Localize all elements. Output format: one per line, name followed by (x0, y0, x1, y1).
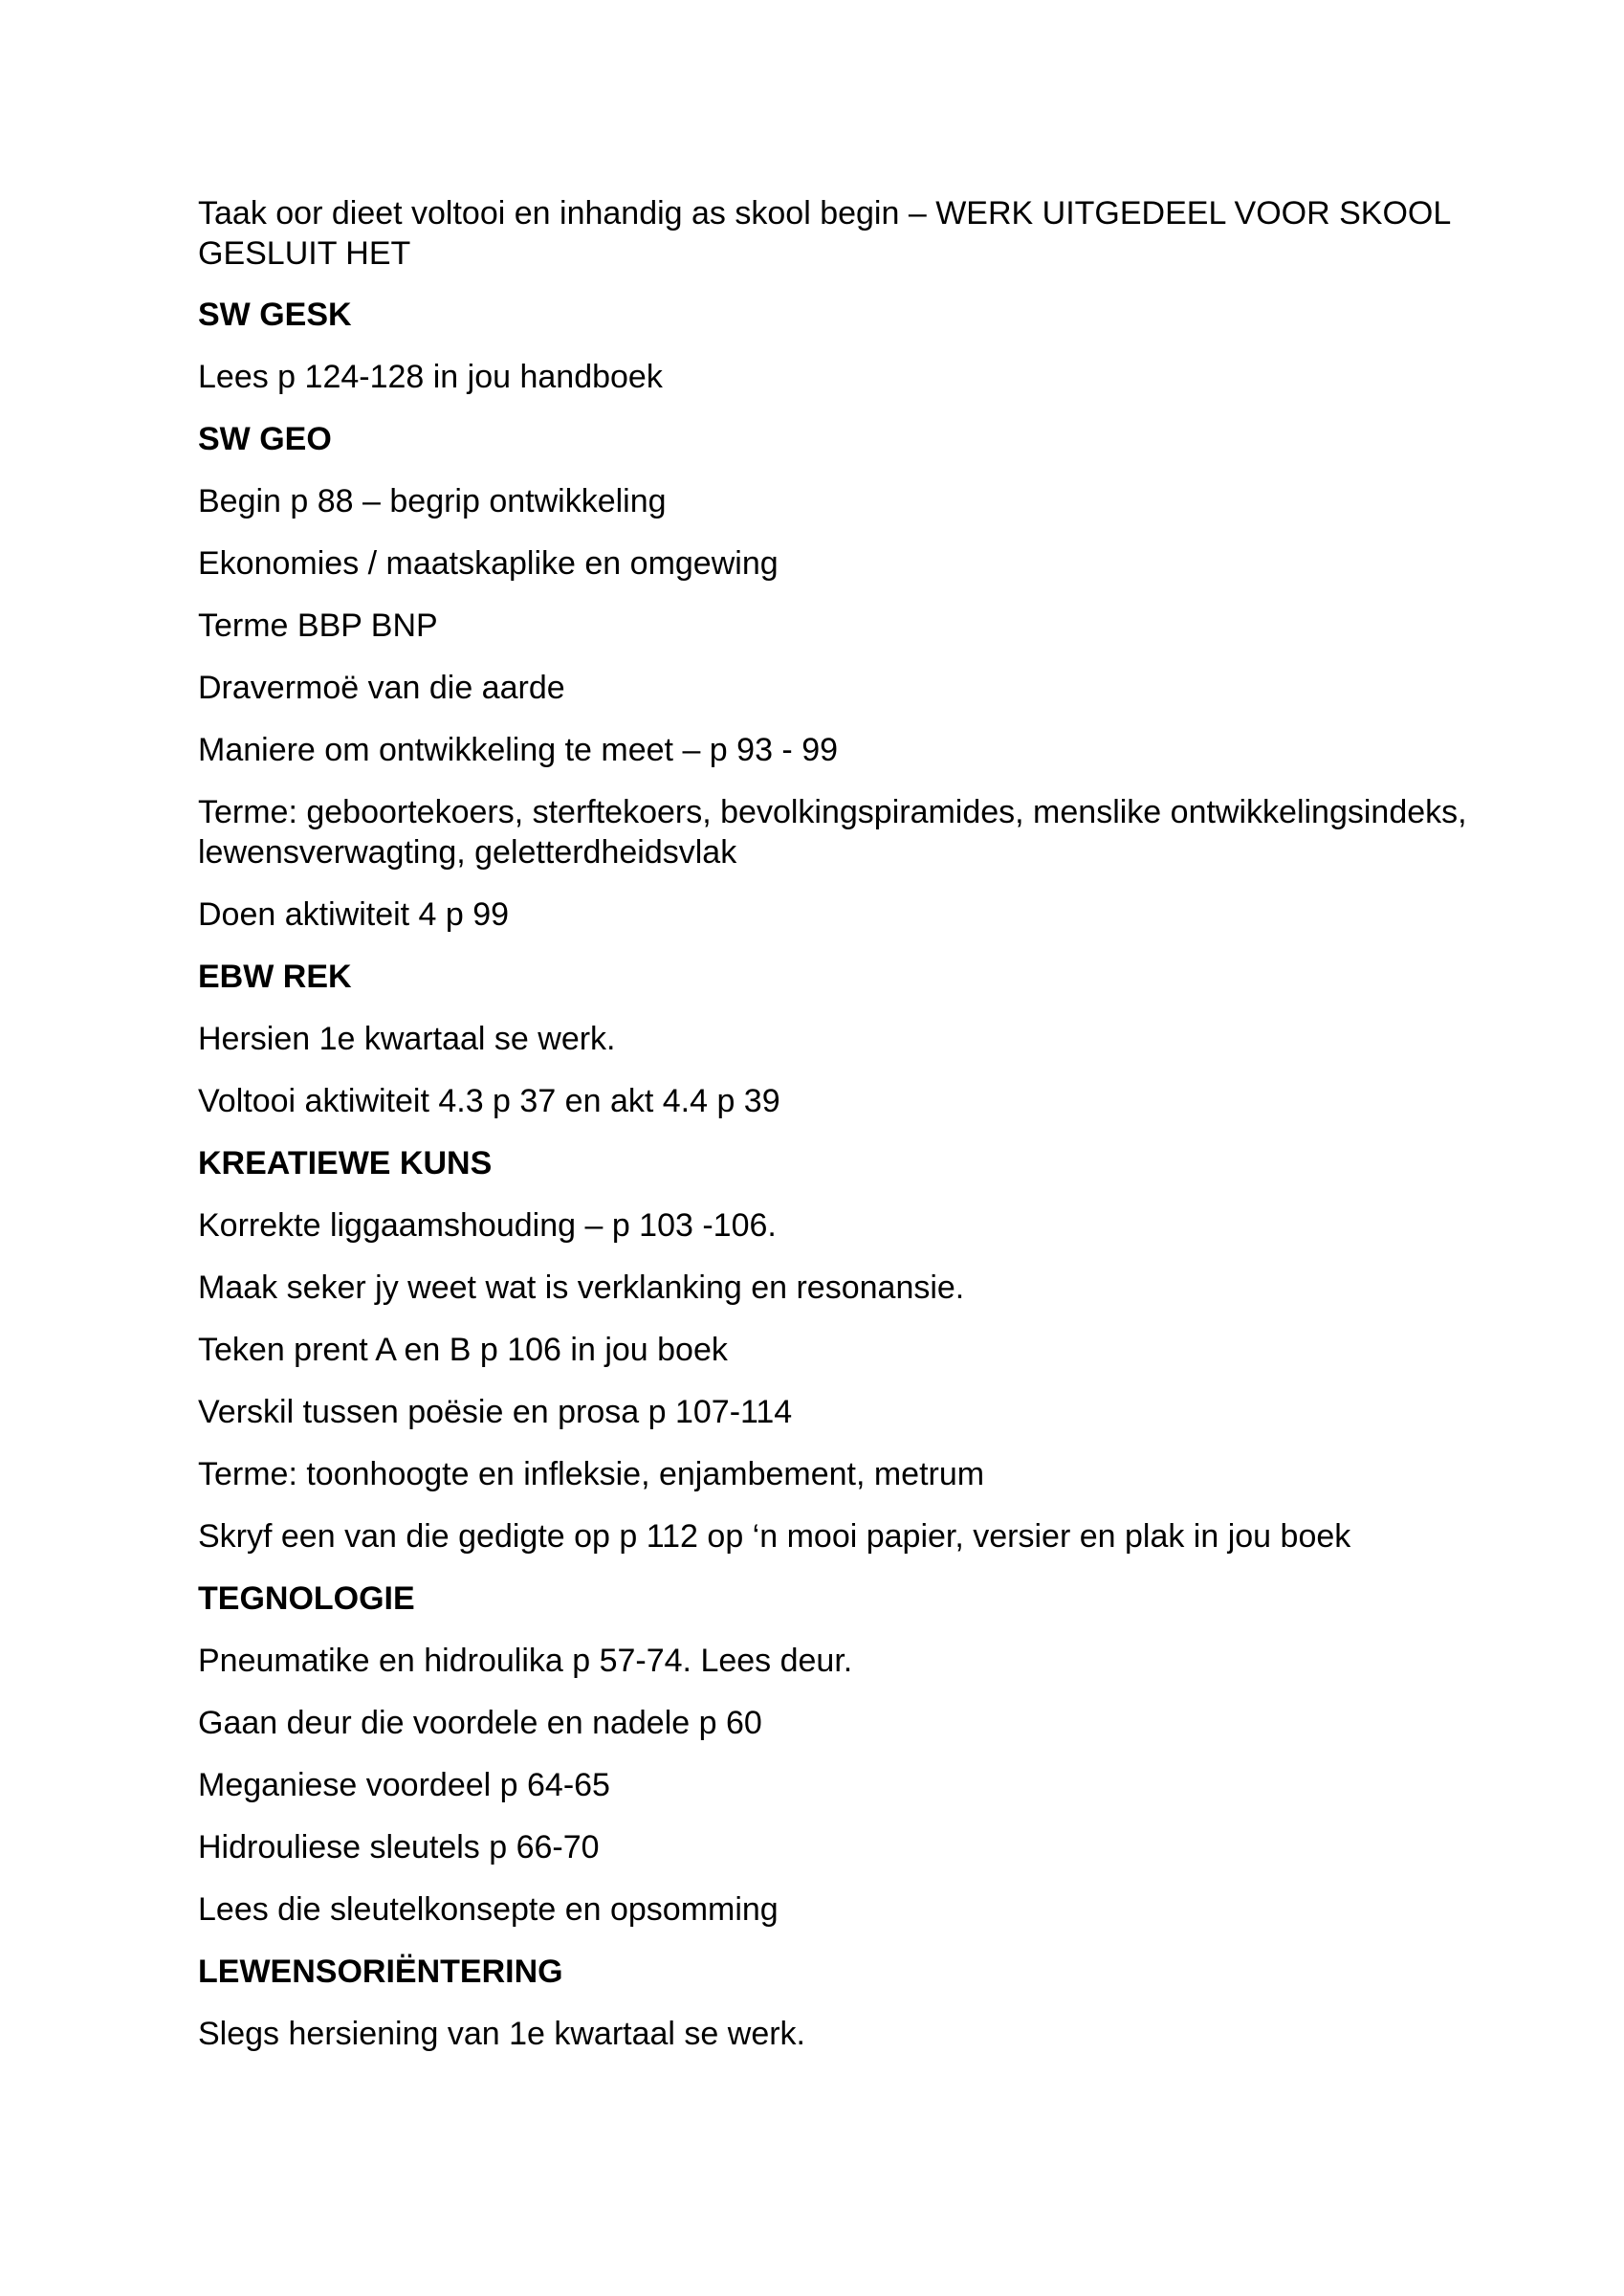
section-kreatiewe-kuns (198, 1143, 1470, 1556)
task-line: Skryf een van die gedigte op p 112 op ‘n mooi papier, versier en plak in jou boek (198, 1518, 1351, 1555)
task-line: Maniere om ontwikkeling te meet – p 93 - 99 (198, 732, 839, 768)
task-line: Lees p 124-128 in jou handboek (198, 359, 663, 395)
task-line: Lees die sleutelkonsepte en opsomming (198, 1891, 779, 1928)
section-sw-gesk (198, 295, 1470, 397)
section-sw-geo (198, 419, 1470, 935)
task-line: Meganiese voordeel p 64-65 (198, 1767, 610, 1803)
task-line: Doen aktiwiteit 4 p 99 (198, 896, 510, 933)
task-line: Slegs hersiening van 1e kwartaal se werk. (198, 2016, 805, 2052)
task-line: Terme BBP BNP (198, 607, 438, 644)
section-title: TEGNOLOGIE (198, 1580, 415, 1617)
task-line: Begin p 88 – begrip ontwikkeling (198, 483, 667, 519)
task-line: Voltooi aktiwiteit 4.3 p 37 en akt 4.4 p 39 (198, 1083, 780, 1119)
task-line: Dravermoë van die aarde (198, 670, 565, 706)
task-line: Pneumatike en hidroulika p 57-74. Lees deur. (198, 1643, 853, 1679)
task-line: Teken prent A en B p 106 in jou boek (198, 1332, 728, 1368)
task-line: Verskil tussen poësie en prosa p 107-114 (198, 1394, 793, 1430)
task-line: Maak seker jy weet wat is verklanking en resonansie. (198, 1269, 965, 1306)
task-line: Ekonomies / maatskaplike en omgewing (198, 545, 779, 582)
task-line: Gaan deur die voordele en nadele p 60 (198, 1705, 762, 1741)
section-lewensorientering (198, 1952, 1470, 2054)
section-title: SW GEO (198, 421, 332, 457)
section-title: LEWENSORIËNTERING (198, 1954, 563, 1990)
section-ebw-rek (198, 957, 1470, 1121)
section-title: EBW REK (198, 959, 352, 995)
task-line: Terme: toonhoogte en infleksie, enjambement, metrum (198, 1456, 985, 1492)
task-line: Korrekte liggaamshouding – p 103 -106. (198, 1207, 777, 1244)
task-line: Hersien 1e kwartaal se werk. (198, 1021, 616, 1057)
document-page (198, 193, 1470, 2076)
task-line: Hidrouliese sleutels p 66-70 (198, 1829, 600, 1866)
intro-text: Taak oor dieet voltooi en inhandig as skool begin – WERK UITGEDEEL VOOR SKOOL GESLUIT HET (198, 195, 1450, 272)
section-title: SW GESK (198, 297, 352, 333)
section-tegnologie (198, 1578, 1470, 1930)
section-title: KREATIEWE KUNS (198, 1145, 493, 1181)
task-line: Terme: geboortekoers, sterftekoers, bevolkingspiramides, menslike ontwikkelingsindeks, lewensverwagting, geletterdheidsvlak (198, 794, 1467, 871)
